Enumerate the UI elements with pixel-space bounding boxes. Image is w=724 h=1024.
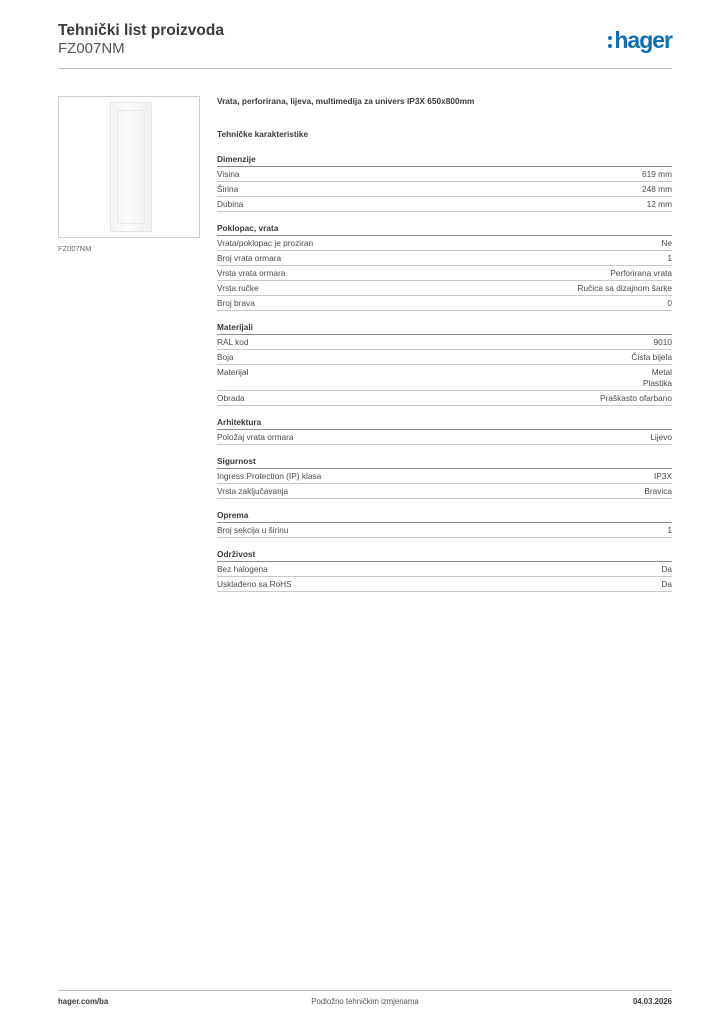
spec-row	[217, 236, 672, 251]
spec-row	[217, 251, 672, 266]
hager-logo	[608, 28, 672, 52]
spec-row	[217, 167, 672, 182]
section-title: Sigurnost	[217, 456, 672, 469]
spec-row	[217, 484, 672, 499]
spec-value: 0	[667, 297, 672, 308]
product-image-caption: FZ007NM	[58, 244, 92, 253]
product-code: FZ007NM	[58, 40, 125, 57]
spec-value: Ručica sa dizajnom šarke	[577, 282, 672, 293]
spec-value: IP3X	[654, 470, 672, 481]
spec-section	[217, 322, 672, 406]
spec-row	[217, 365, 672, 391]
spec-row	[217, 182, 672, 197]
spec-value: Da	[661, 563, 672, 574]
spec-label: Dubina	[217, 198, 244, 209]
spec-row	[217, 281, 672, 296]
spec-label: Broj sekcija u širinu	[217, 524, 289, 535]
spec-value: 1	[667, 252, 672, 263]
spec-label: Materijal	[217, 366, 249, 377]
spec-row	[217, 523, 672, 538]
spec-row	[217, 391, 672, 406]
spec-label: Broj brava	[217, 297, 255, 308]
spec-row	[217, 562, 672, 577]
spec-label: Visina	[217, 168, 240, 179]
spec-value: Ne	[661, 237, 672, 248]
spec-row	[217, 430, 672, 445]
spec-value: 1	[667, 524, 672, 535]
spec-section	[217, 417, 672, 445]
section-title: Oprema	[217, 510, 672, 523]
door-panel-image	[110, 102, 152, 232]
spec-section	[217, 223, 672, 311]
section-title: Održivost	[217, 549, 672, 562]
spec-label: Usklađeno sa RoHS	[217, 578, 292, 589]
spec-label: Vrsta ručke	[217, 282, 259, 293]
section-title: Arhitektura	[217, 417, 672, 430]
page-title: Tehnički list proizvoda	[58, 22, 224, 39]
spec-value: 9010	[653, 336, 672, 347]
spec-row	[217, 266, 672, 281]
spec-row	[217, 350, 672, 365]
page-footer	[58, 997, 672, 1009]
header-divider	[58, 68, 672, 69]
logo-dots-icon	[608, 36, 612, 48]
spec-row	[217, 296, 672, 311]
footer-note: Podložno tehničkim izmjenama	[311, 997, 419, 1006]
spec-label: Ingress Protection (IP) klasa	[217, 470, 322, 481]
spec-row	[217, 577, 672, 592]
section-title: Dimenzije	[217, 154, 672, 167]
spec-content	[217, 96, 672, 592]
footer-date: 04.03.2026	[632, 997, 672, 1006]
spec-label: Obrada	[217, 392, 245, 403]
footer-website: hager.com/ba	[58, 997, 109, 1006]
spec-label: Vrsta zaključavanja	[217, 485, 289, 496]
spec-label: Bez halogena	[217, 563, 268, 574]
spec-value: Bravica	[644, 485, 672, 496]
spec-section	[217, 510, 672, 538]
spec-row	[217, 335, 672, 350]
spec-value: Metal Plastika	[642, 366, 672, 388]
product-description: Vrata, perforirana, lijeva, multimedija za univers IP3X 650x800mm	[217, 96, 475, 106]
spec-label: Širina	[217, 183, 239, 194]
spec-value: Perforirana vrata	[610, 267, 672, 278]
page-header	[58, 22, 672, 70]
spec-value: 619 mm	[642, 168, 672, 179]
spec-value: Lijevo	[650, 431, 672, 442]
spec-row	[217, 469, 672, 484]
spec-label: Vrata/poklopac je proziran	[217, 237, 314, 248]
spec-label: Boja	[217, 351, 234, 362]
logo-text: hager	[614, 27, 672, 53]
spec-value: Praškasto ofarbano	[600, 392, 672, 403]
spec-value: 12 mm	[646, 198, 672, 209]
spec-label: Vrsta vrata ormara	[217, 267, 286, 278]
spec-value: Da	[661, 578, 672, 589]
spec-sections	[217, 154, 672, 592]
spec-section	[217, 154, 672, 212]
spec-value: Čista bijela	[631, 351, 672, 362]
spec-row	[217, 197, 672, 212]
spec-label: Broj vrata ormara	[217, 252, 282, 263]
spec-label: RAL kod	[217, 336, 249, 347]
section-title: Materijali	[217, 322, 672, 335]
product-image	[58, 96, 200, 238]
spec-section	[217, 456, 672, 499]
tech-characteristics-heading: Tehničke karakteristike	[217, 129, 309, 139]
section-title: Poklopac, vrata	[217, 223, 672, 236]
spec-value: 248 mm	[642, 183, 672, 194]
spec-section	[217, 549, 672, 592]
footer-divider	[58, 990, 672, 991]
spec-label: Položaj vrata ormara	[217, 431, 294, 442]
